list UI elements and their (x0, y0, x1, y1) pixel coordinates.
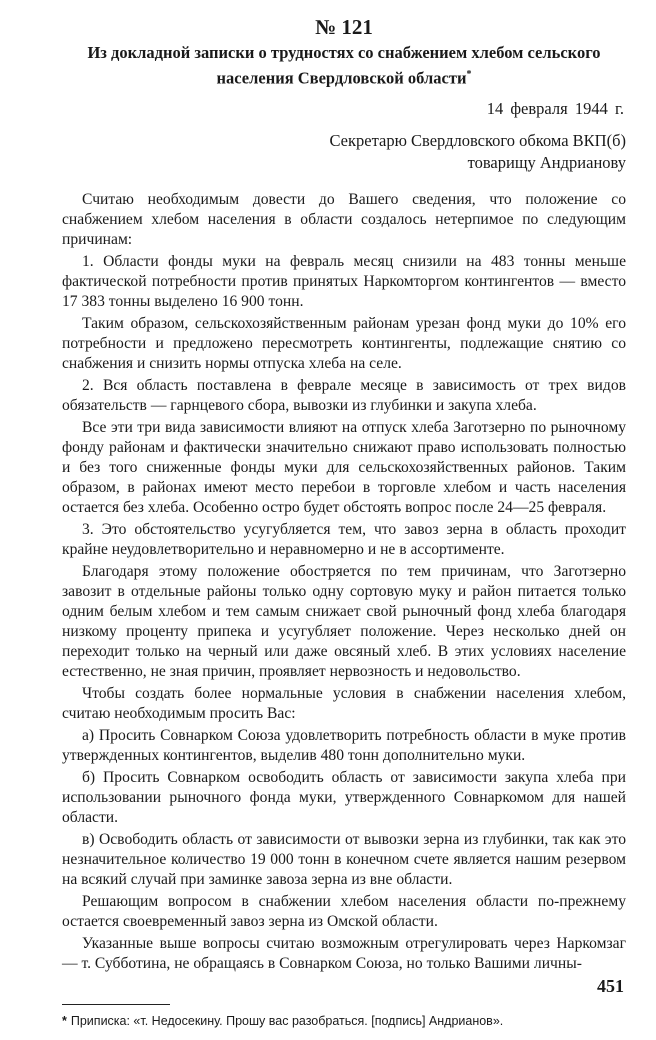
paragraph: Решающим вопросом в снабжении хлебом населения области по-прежнему остается своевременный завоз зерна из Омской области. (62, 892, 626, 930)
document-title-text: Из докладной записки о трудностях со снабжением хлебом сельского населения Свердловской области (87, 43, 601, 88)
paragraph: Таким образом, сельскохозяйственным районам урезан фонд муки до 10% его потребности и предложено пересмотреть контингенты, подлежащие снятию со снабжения и снизить нормы отпуска хлеба на селе. (62, 314, 626, 372)
document-date: 14 февраля 1944 г. (486, 98, 624, 118)
paragraph: Указанные выше вопросы считаю возможным отрегулировать через Наркомзаг — т. Субботина, не обращаясь в Совнарком Союза, но только Вашими личны- (62, 934, 626, 972)
addressee-line: товарищу Андрианову (467, 152, 626, 172)
addressee-block (62, 130, 626, 174)
footnote (62, 1013, 626, 1029)
paragraph: а) Просить Совнарком Союза удовлетворить потребность области в муке против утвержденных контингентов, выделив 480 тонн дополнительно муки. (62, 726, 626, 764)
addressee-line: Секретарю Свердловского обкома ВКП(б) (329, 130, 626, 150)
page-number: 451 (597, 976, 624, 996)
document-page (62, 14, 626, 1029)
paragraph: Чтобы создать более нормальные условия в снабжении населения хлебом, считаю необходимым просить Вас: (62, 684, 626, 722)
paragraph: Благодаря этому положение обостряется по тем причинам, что Заготзерно завозит в отдельные районы только одну сортовую муку и район питается только одним белым хлебом и тем самым снижает свой рыночный фонд хлеба благодаря низкому проценту припека и усугубляет положение. Через несколько дней он переходит только на черный или даже овсяный хлеб. В этих условиях население естественно, не зная причин, проявляет нервозность и недовольство. (62, 562, 626, 680)
document-body (62, 190, 626, 974)
paragraph: 2. Вся область поставлена в феврале месяце в зависимость от трех видов обязательств — гарнцевого сбора, вывозки из глубинки и закупа хлеба. (62, 376, 626, 414)
paragraph: 3. Это обстоятельство усугубляется тем, что завоз зерна в область проходит крайне неудовлетворительно и неравномерно и не в ассортименте. (62, 520, 626, 558)
paragraph: Все эти три вида зависимости влияют на отпуск хлеба Заготзерно по рыночному фонду районам и фактически значительно снижают право использовать полностью и без того сниженные фонды муки для сельскохозяйственных районов. Таким образом, в районах имеют место перебои в торговле хлебом и часть населения остается без хлеба. Особенно остро будет обстоять вопрос после 24—25 февраля. (62, 418, 626, 516)
footnote-divider (62, 1004, 170, 1005)
paragraph: 1. Области фонды муки на февраль месяц снизили на 483 тонны меньше фактической потребности против принятых Наркомторгом контингентов — вместо 17 383 тонны выделено 16 900 тонн. (62, 252, 626, 310)
paragraph: в) Освободить область от зависимости от вывозки зерна из глубинки, так как это незначительное количество 19 000 тонн в конечном счете является нашим резервом на всякий случай при заминке завоза зерна из вне области. (62, 830, 626, 888)
footnote-marker: * (466, 69, 472, 80)
paragraph: Считаю необходимым довести до Вашего сведения, что положение со снабжением хлебом населения в области создалось нетерпимое по следующим причинам: (62, 190, 626, 248)
document-number: № 121 (315, 15, 373, 39)
footnote-text: Приписка: «т. Недосекину. Прошу вас разобраться. [подпись] Андрианов». (70, 1013, 504, 1028)
document-title (62, 42, 626, 90)
footnote-mark: * (62, 1013, 67, 1028)
paragraph: б) Просить Совнарком освободить область от зависимости закупа хлеба при использовании рыночного фонда муки, утвержденного Совнаркомом для нашей области. (62, 768, 626, 826)
